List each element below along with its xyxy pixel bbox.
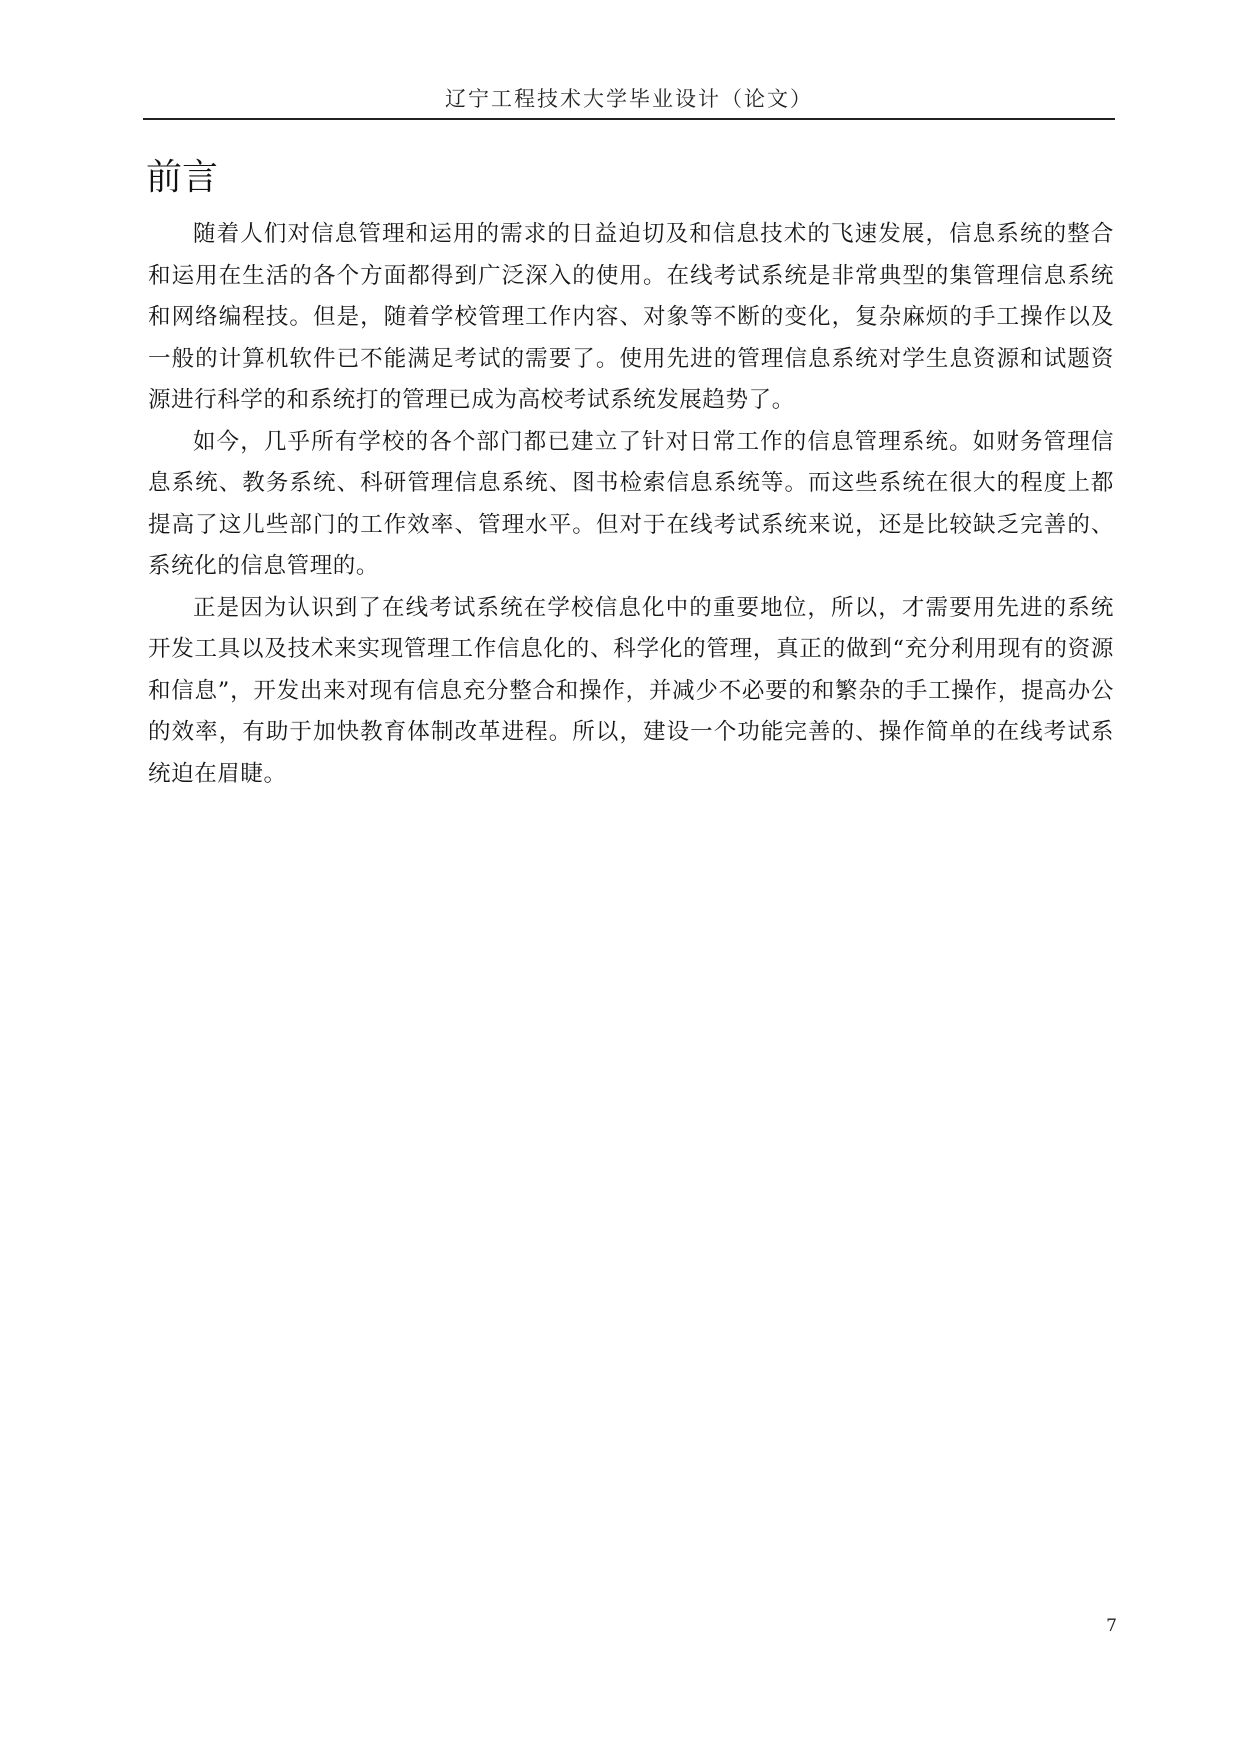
page-header (143, 84, 1115, 120)
paragraph-1: 随着人们对信息管理和运用的需求的日益迫切及和信息技术的飞速发展，信息系统的整合和运用在生活的各个方面都得到广泛深入的使用。在线考试系统是非常典型的集管理信息系统和网络编程技。但是，随着学校管理工作内容、对象等不断的变化，复杂麻烦的手工操作以及一般的计算机软件已不能满足考试的需要了。使用先进的管理信息系统对学生息资源和试题资源进行科学的和系统打的管理已成为高校考试系统发展趋势了。 (148, 221, 1114, 413)
paragraph-3: 正是因为认识到了在线考试系统在学校信息化中的重要地位，所以，才需要用先进的系统开发工具以及技术来实现管理工作信息化的、科学化的管理，真正的做到“充分利用现有的资源和信息”，开发出来对现有信息充分整合和操作，并减少不必要的和繁杂的手工操作，提高办公的效率，有助于加快教育体制改革进程。所以，建设一个功能完善的、操作简单的在线考试系统迫在眉睫。 (148, 594, 1114, 787)
section-title: 前言 (146, 157, 219, 198)
body-content (148, 214, 1114, 795)
paragraph-2: 如今，几乎所有学校的各个部门都已建立了针对日常工作的信息管理系统。如财务管理信息系统、教务系统、科研管理信息系统、图书检索信息系统等。而这些系统在很大的程度上都提高了这儿些部门的工作效率、管理水平。但对于在线考试系统来说，还是比较缺乏完善的、系统化的信息管理的。 (148, 428, 1114, 579)
header-title: 辽宁工程技术大学毕业设计（论文） (445, 87, 813, 111)
page-number: 7 (1106, 1616, 1117, 1636)
